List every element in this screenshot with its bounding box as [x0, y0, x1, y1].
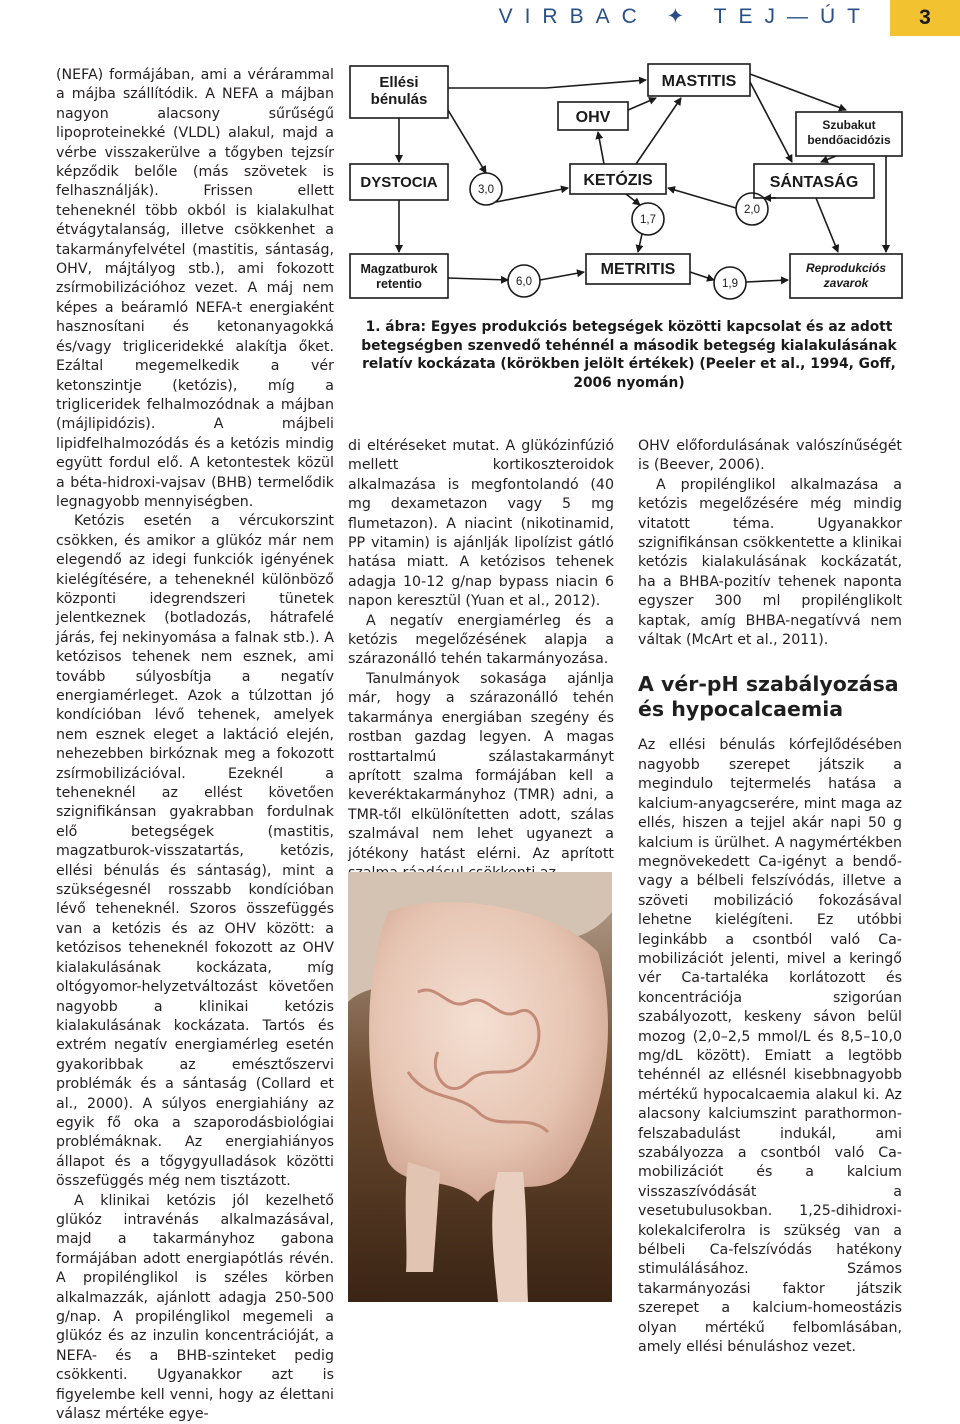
node-reprodukcios-line2: zavarok: [823, 276, 869, 290]
paragraph: Tanulmányok sokasága ajánlja már, hogy a szárazonálló tehén takarmánya energiában szegény és rostban gazdag legyen. A magas rosttartalmú szálastakarmányt aprított szalma formájában kell a keveréktakarmányhoz (TMR) adni, a TMR-től elkülönítetten adott, szálas szalmával nem lehet ugyanezt a jótékony hatást elérni. Az aprított: [348, 670, 614, 862]
weight-label: 6,0: [516, 276, 532, 288]
node-reprodukcios-line1: Reprodukciós: [805, 261, 887, 275]
paragraph: (NEFA) formájában, ami a vérárammal a májba szállítódik. A NEFA a májban nagyon alacsony sűrűségű lipoproteinekké (VLDL) alakul, majd a vérbe visszakerülve a tőgyben tejzsír képződik belőle (más szövetek is felhasználják). Frissen ellett teheneknél több okból is kialakulhat étvágytalanság, illetve csökkenhet a takarmányfelvétel (mastitis, sántaság, OHV, májtályog stb.), ami fokozott zsírmobilizációhoz vezet. A máj nem képes a beáramló NEFA-t energiaként hasznosítani és ketonanyagokká és/vagy trigliceridekké alakítja őket. Ezáltal megemelkedik a vér ketonszintje (ketózis), míg a trigliceridek felhalmozódnak a májban (májlipidózis). A májbeli lipidfelhalmozódás és a ketózis mindig együtt fordul elő. A ketontestek közül a béta-hidroxi-vajsav (BHB) termelődik legnagyobb mennyiségben.: [56, 67, 334, 510]
running-title: VIRBAC ✦ TEJ—ÚT: [498, 5, 872, 28]
node-santasag: SÁNTASÁG: [769, 174, 859, 191]
node-ohv: OHV: [575, 109, 611, 126]
page-number: 3: [890, 0, 960, 36]
node-szubakut-line1: Szubakut: [822, 118, 876, 132]
section-heading: A vér-pH szabályozása és hypocalcaemia: [638, 672, 899, 722]
figure-caption: 1. ábra: Egyes produkciós betegségek közötti kapcsolat és az adott betegségben szenvedő tehénnél a második betegség kialakulásának relatív kockázata (körökben jelölt értékek) (Peeler et al., 1994, Goff, 2006 nyomán): [361, 319, 897, 391]
text-column-1: [56, 66, 334, 1424]
weight-label: 1,7: [640, 214, 656, 226]
node-elles-line2: bénulás: [370, 91, 428, 108]
node-magzatburok-line2: retentio: [376, 277, 422, 291]
paragraph: A klinikai ketózis jól kezelhető glükóz intravénás alkalmazásával, majd a takarmányhoz gabona formájában adott energiapótlás révén. A propilénglikol is széles körben alkalmazzák, ajánlott adagja 250-500 g/nap. A propilénglikol megemeli a glükóz és az inzulin koncentrációját, a NEFA- és a BHB-szinteket pedig csökkenti. Ugyanakkor azt is figyelembe kell venni, hogy az élettani válasz mértéke egye-: [56, 1192, 334, 1423]
diagram-svg: [346, 60, 906, 310]
disease-relationship-diagram: [346, 60, 906, 310]
node-mastitis: MASTITIS: [661, 73, 737, 90]
page-header: [0, 0, 960, 36]
node-metritis: METRITIS: [600, 261, 676, 278]
udder-photo-image: [348, 872, 612, 1302]
node-box-magzatburok: [350, 254, 448, 298]
paragraph: A propilénglikol alkalmazása a ketózis megelőzésére még mindig vitatott téma. Ugyanakkor szignifikánsan csökkentette a klinikai ketózis kialakulásának kockázatát, ha a BHBA-pozitív tehenek naponta egyszer 300 ml propilénglikolt kaptak, amíg BHBA-negatívvá nem váltak (McArt et al., 2011).: [638, 476, 902, 649]
node-szubakut-line2: bendőacidózis: [807, 133, 891, 147]
node-elles-line1: Ellési: [379, 74, 419, 91]
weight-label: 2,0: [744, 204, 760, 216]
paragraph: A negatív energiamérleg és a ketózis megelőzésének alapja a szárazonálló tehén takarmányozása.: [348, 612, 614, 668]
paragraph: Az ellési bénulás kórfejlődésében nagyobb szerepet játszik a megindulo tejtermelés hatása a kalcium-anyagcserére, mint maga az ellés, hiszen a tejjel akár napi 50 g kalcium is ürülhet. A nagymértékben megnövekedett Ca-igényt a bendő- vagy a bélbeli felszívódás, illetve a szöveti mobilizáció fokozásával lehetne kielégíteni. Ez utóbbi leginkább a csontból való Ca-mobilizációt jelenti, mivel a keringő vér Ca-tartaléka korlátozott és koncentrációja szigorúan szabályozott, keskeny sávon belül mozog (2,0–2,5 mmol/L és 8,5–10,0 mg/dL között). Emiatt a legtöbb tehénnél az ellésnél kisebbnagyobb mértékű hypocalcaemia alakul ki. Az alacsony kalciumszint parathormon-felszabadulást indukál, ami szabályozza a csontból való Ca-mobilizációt és a kalcium visszaszívódását a vesetubulusokban. 1,25-dihidroxi-kolekalciferolra is szükség van a bélbeli Ca-felszívódás hatékony stimulálásához. Számos takarmányozási faktor játszik szerepet a kalcium-homeostázis olyan mértékű felbomlásában, amely ellési bénuláshoz vezet.: [638, 737, 902, 1356]
text-column-3: [638, 437, 902, 1357]
udder-photo: [348, 872, 612, 1302]
node-ketozis: KETÓZIS: [583, 172, 653, 189]
text-column-2: [348, 437, 614, 883]
node-dystocia: DYSTOCIA: [360, 174, 438, 191]
paragraph: Ketózis esetén a vércukorszint csökken, és amikor a glükóz már nem elegendő az idegi funkciók igényének kielégítésére, a teheneknél különböző központi idegrendszeri tünetek jelentkeznek (botladozás, hátrafelé járás, fej nekinyomása a falnak stb.). A ketózisos tehenek nem esznek, ami tovább súlyosbítja a negatív energiamérleget. Azok a túlzottan jó kondícióban lévő tehenek, amelyek nem esznek eleget a laktáció elején, nehezebben birkóznak meg a fokozott zsírmobilizációval. Ezeknél a teheneknél az ellést követően szignifikánsan gyakrabban fordulnak elő betegségek (mastitis, magzatburok-visszatartás, ketózis, ellési bénulás és sántaság), mint a szükségesnél rosszabb kondícióban lévő teheneknél. Szoros összefüggés van a ketózis és az OHV között: a ketózisos teheneknél fokozott az OHV kialakulásának kockázata, míg oltógyomor-helyzetváltozást követően nagyobb a klinikai ketózis kialakulásának kockázata. Tartós és extrém negatív energiamérleg esetén gyakoribbak az emésztőszervi problémák és a sántaság (Collard et al., 2000). A súlyos energiahiány az egyik fő oka a szaporodásbiológiai problémáknak. Az energiahiányos állapot és a tőgygyulladások közötti összefüggés még nem tisztázott.: [56, 513, 334, 1190]
node-magzatburok-line1: Magzatburok: [360, 262, 438, 276]
weight-label: 3,0: [478, 184, 494, 196]
paragraph: di eltéréseket mutat. A glükózinfúzió mellett kortikoszteroidok alkalmazása is megfontolandó (40 mg dexametazon vagy 5 mg flumetazon). A niacint (nikotinamid, PP vitamin) is ajánlják lipolízist gátló hatása miatt. A ketózisos tehenek adagja 10-12 g/nap bypass niacin 6 napon keresztül (Yuan et al., 2012).: [348, 438, 614, 610]
paragraph: OHV előfordulásának valószínűségét is (Beever, 2006).: [638, 438, 902, 474]
weight-label: 1,9: [722, 278, 738, 290]
